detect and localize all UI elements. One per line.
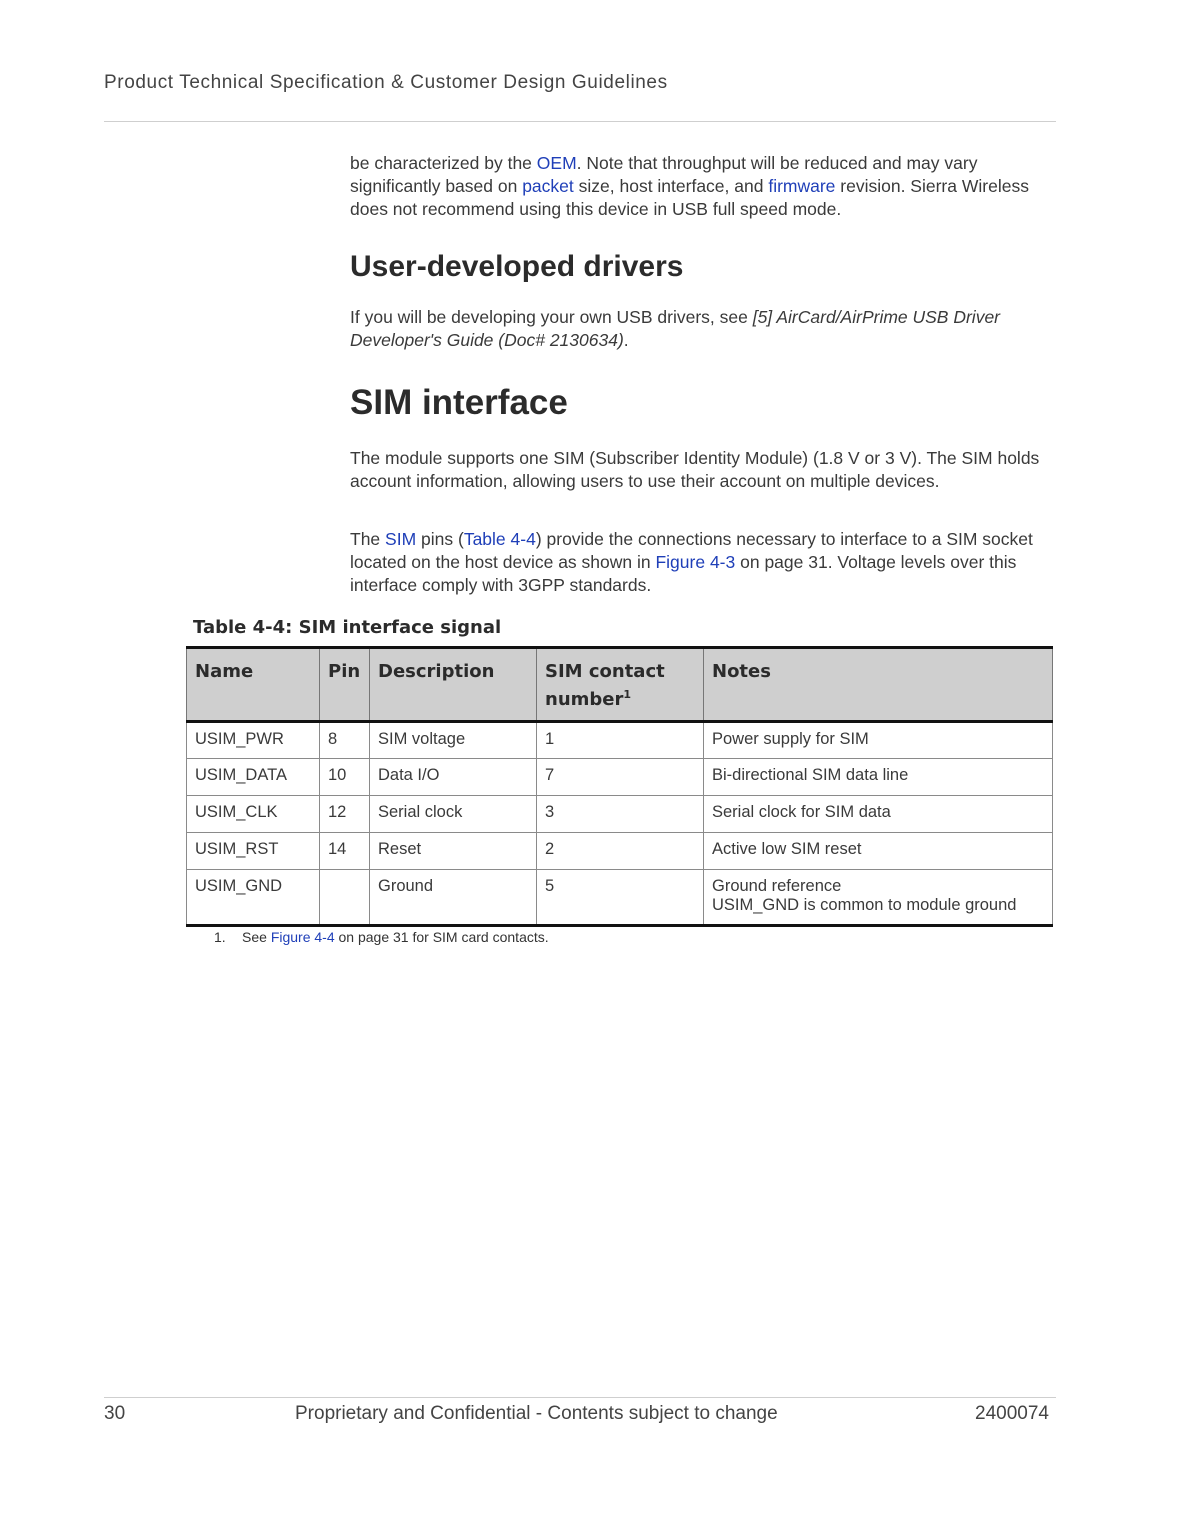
cell-description: Reset [370, 833, 537, 870]
footnote-number: 1. [214, 929, 226, 945]
sim-paragraph-1: The module supports one SIM (Subscriber Identity Module) (1.8 V or 3 V). The SIM holds account information, allowing users to use their account on multiple devices. [350, 448, 1040, 491]
intro-text-2: . Note that throughput will be reduced and may vary significantly based on [350, 153, 978, 196]
sim-paragraph-1-block [350, 447, 1050, 493]
cell-description: Serial clock [370, 796, 537, 833]
drivers-reference: [5] AirCard/AirPrime USB Driver Developer's Guide (Doc# 2130634) [350, 307, 1001, 350]
cell-notes: Bi-directional SIM data line [704, 759, 1053, 796]
document-number: 2400074 [975, 1403, 1049, 1424]
intro-paragraph [350, 152, 1050, 221]
oem-link[interactable]: OEM [536, 153, 577, 173]
table-row [187, 722, 1053, 759]
drivers-paragraph [350, 306, 1050, 352]
footnote-text-1: See [242, 929, 271, 945]
table-header-row [187, 648, 1053, 722]
footer-confidential: Proprietary and Confidential - Contents subject to change [295, 1403, 778, 1424]
cell-pin [320, 870, 370, 926]
cell-pin: 14 [320, 833, 370, 870]
firmware-link[interactable]: firmware [768, 176, 836, 196]
cell-description: Data I/O [370, 759, 537, 796]
cell-name: USIM_PWR [187, 722, 320, 759]
header-notes: Notes [704, 648, 1053, 722]
drivers-heading: User-developed drivers [350, 250, 684, 283]
cell-contact: 7 [537, 759, 704, 796]
cell-contact: 1 [537, 722, 704, 759]
cell-notes-line2: USIM_GND is common to module ground [712, 896, 1017, 914]
cell-contact: 5 [537, 870, 704, 926]
cell-pin: 10 [320, 759, 370, 796]
running-header: Product Technical Specification & Customer Design Guidelines [104, 72, 668, 93]
cell-name: USIM_GND [187, 870, 320, 926]
table-row [187, 759, 1053, 796]
table-row [187, 833, 1053, 870]
intro-paragraph-block [350, 152, 1050, 221]
drivers-text-1: If you will be developing your own USB drivers, see [350, 307, 753, 327]
cell-contact: 3 [537, 796, 704, 833]
footnote-text-2: on page 31 for SIM card contacts. [334, 929, 549, 945]
table-row [187, 870, 1053, 926]
intro-text-4: revision. Sierra Wireless does not recommend using this device in USB full speed mode. [350, 176, 1029, 219]
packet-link[interactable]: packet [522, 176, 574, 196]
header-sim-contact [537, 648, 704, 722]
sim-link[interactable]: SIM [385, 529, 417, 549]
cell-notes-line1: Ground reference [712, 877, 842, 895]
footnote-marker[interactable]: 1 [623, 688, 632, 701]
sim-signal-table [186, 646, 1053, 927]
intro-text-1: be characterized by the [350, 153, 537, 173]
table-row [187, 796, 1053, 833]
header-sim-contact-line1: SIM contact [545, 661, 665, 682]
intro-text-3: size, host interface, and [573, 176, 769, 196]
figure-4-4-link[interactable]: Figure 4-4 [270, 929, 335, 945]
sim-paragraph-2 [350, 528, 1050, 597]
sim-p2-text-2: pins ( [416, 529, 464, 549]
cell-notes [704, 870, 1053, 926]
cell-name: USIM_CLK [187, 796, 320, 833]
sim-paragraph-2-block [350, 528, 1050, 597]
sim-p2-text-3: ) provide the connections necessary to interface to a SIM socket located on the host device as shown in [350, 529, 1033, 572]
cell-name: USIM_DATA [187, 759, 320, 796]
cell-contact: 2 [537, 833, 704, 870]
header-pin: Pin [320, 648, 370, 722]
sim-p2-text-1: The [350, 529, 386, 549]
sim-p2-text-4: on page 31. Voltage levels over this interface comply with 3GPP standards. [350, 552, 1017, 595]
table-caption: Table 4-4: SIM interface signal [193, 617, 502, 638]
cell-pin: 8 [320, 722, 370, 759]
cell-pin: 12 [320, 796, 370, 833]
header-name: Name [187, 648, 320, 722]
drivers-paragraph-block [350, 306, 1050, 352]
footer-divider [104, 1397, 1056, 1398]
sim-interface-heading: SIM interface [350, 383, 568, 422]
header-divider [104, 121, 1056, 122]
cell-description: SIM voltage [370, 722, 537, 759]
page-number: 30 [104, 1403, 126, 1424]
cell-notes: Active low SIM reset [704, 833, 1053, 870]
header-sim-contact-line2: number [545, 689, 624, 710]
drivers-text-2: . [623, 330, 629, 350]
table-footnote [214, 929, 549, 945]
cell-notes: Serial clock for SIM data [704, 796, 1053, 833]
header-description: Description [370, 648, 537, 722]
cell-name: USIM_RST [187, 833, 320, 870]
figure-4-3-link[interactable]: Figure 4-3 [655, 552, 736, 572]
cell-notes: Power supply for SIM [704, 722, 1053, 759]
cell-description: Ground [370, 870, 537, 926]
table-4-4-link[interactable]: Table 4-4 [463, 529, 536, 549]
